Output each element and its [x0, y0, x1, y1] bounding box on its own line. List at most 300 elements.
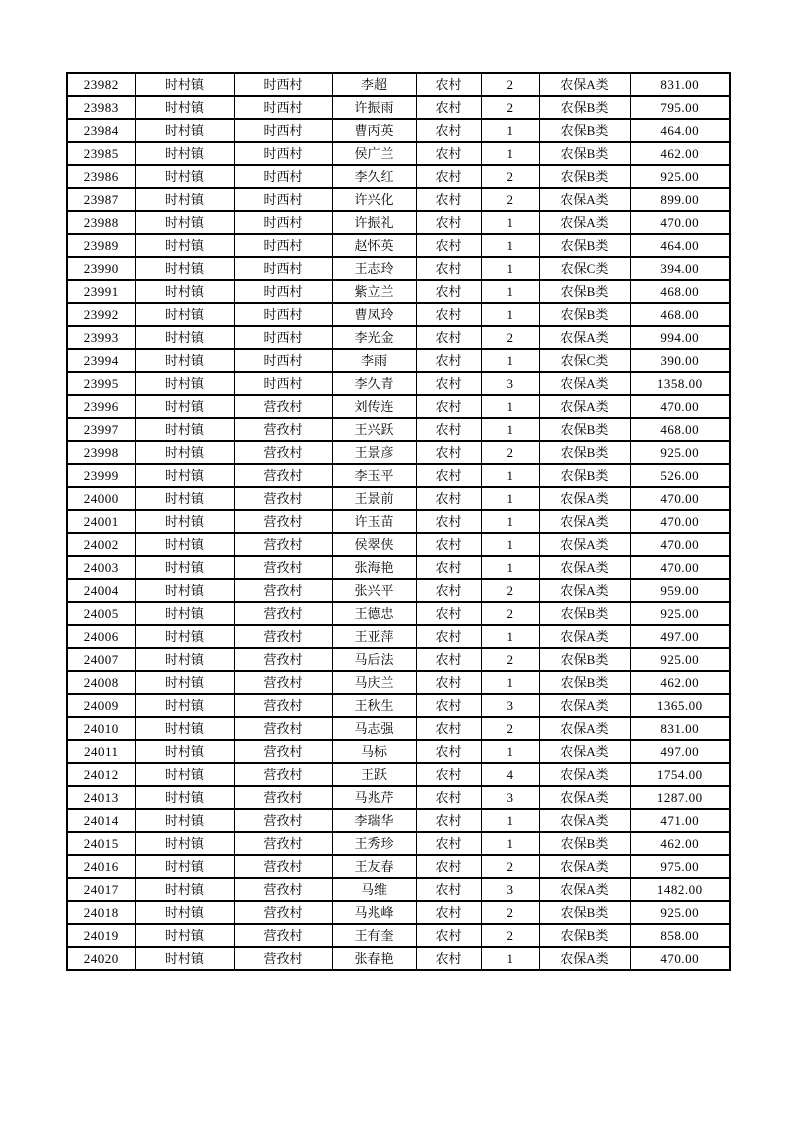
cell-town: 时村镇 [135, 326, 234, 349]
cell-residence-type: 农村 [416, 763, 481, 786]
cell-record-id: 23999 [67, 464, 135, 487]
table-row [67, 96, 730, 119]
cell-residence-type: 农村 [416, 119, 481, 142]
cell-household-count: 1 [481, 556, 539, 579]
cell-town: 时村镇 [135, 96, 234, 119]
cell-household-count: 4 [481, 763, 539, 786]
table-row [67, 464, 730, 487]
cell-amount: 994.00 [630, 326, 730, 349]
cell-town: 时村镇 [135, 303, 234, 326]
cell-town: 时村镇 [135, 809, 234, 832]
benefits-table [66, 72, 731, 971]
cell-person-name: 赵怀英 [332, 234, 416, 257]
cell-town: 时村镇 [135, 648, 234, 671]
table-row [67, 441, 730, 464]
cell-town: 时村镇 [135, 602, 234, 625]
cell-record-id: 24019 [67, 924, 135, 947]
table-row [67, 418, 730, 441]
cell-village: 营孜村 [234, 694, 332, 717]
cell-person-name: 王友春 [332, 855, 416, 878]
cell-amount: 925.00 [630, 901, 730, 924]
cell-town: 时村镇 [135, 280, 234, 303]
cell-person-name: 张兴平 [332, 579, 416, 602]
cell-residence-type: 农村 [416, 73, 481, 96]
cell-town: 时村镇 [135, 142, 234, 165]
cell-amount: 470.00 [630, 395, 730, 418]
cell-village: 营孜村 [234, 809, 332, 832]
cell-residence-type: 农村 [416, 648, 481, 671]
cell-residence-type: 农村 [416, 809, 481, 832]
cell-residence-type: 农村 [416, 142, 481, 165]
table-row [67, 326, 730, 349]
cell-town: 时村镇 [135, 786, 234, 809]
cell-village: 营孜村 [234, 648, 332, 671]
cell-person-name: 侯广兰 [332, 142, 416, 165]
cell-record-id: 24002 [67, 533, 135, 556]
cell-record-id: 23984 [67, 119, 135, 142]
cell-town: 时村镇 [135, 234, 234, 257]
cell-record-id: 23982 [67, 73, 135, 96]
cell-household-count: 2 [481, 441, 539, 464]
cell-amount: 471.00 [630, 809, 730, 832]
cell-town: 时村镇 [135, 671, 234, 694]
cell-record-id: 23990 [67, 257, 135, 280]
table-body [67, 73, 730, 970]
cell-household-count: 1 [481, 142, 539, 165]
cell-town: 时村镇 [135, 832, 234, 855]
cell-village: 营孜村 [234, 625, 332, 648]
cell-person-name: 李久青 [332, 372, 416, 395]
cell-household-count: 1 [481, 280, 539, 303]
cell-person-name: 王秋生 [332, 694, 416, 717]
cell-insurance-category: 农保A类 [539, 947, 630, 970]
cell-person-name: 王景彦 [332, 441, 416, 464]
cell-residence-type: 农村 [416, 510, 481, 533]
cell-record-id: 23993 [67, 326, 135, 349]
cell-amount: 497.00 [630, 740, 730, 763]
cell-residence-type: 农村 [416, 372, 481, 395]
cell-insurance-category: 农保B类 [539, 165, 630, 188]
cell-village: 营孜村 [234, 786, 332, 809]
cell-residence-type: 农村 [416, 947, 481, 970]
cell-record-id: 23998 [67, 441, 135, 464]
cell-town: 时村镇 [135, 188, 234, 211]
cell-record-id: 24009 [67, 694, 135, 717]
cell-village: 营孜村 [234, 510, 332, 533]
cell-household-count: 1 [481, 303, 539, 326]
cell-residence-type: 农村 [416, 395, 481, 418]
table-row [67, 901, 730, 924]
cell-residence-type: 农村 [416, 694, 481, 717]
cell-household-count: 2 [481, 326, 539, 349]
cell-person-name: 王有奎 [332, 924, 416, 947]
cell-record-id: 24008 [67, 671, 135, 694]
table-row [67, 809, 730, 832]
cell-amount: 497.00 [630, 625, 730, 648]
cell-town: 时村镇 [135, 694, 234, 717]
cell-household-count: 2 [481, 73, 539, 96]
cell-residence-type: 农村 [416, 671, 481, 694]
cell-person-name: 李光金 [332, 326, 416, 349]
table-row [67, 280, 730, 303]
cell-household-count: 2 [481, 602, 539, 625]
cell-village: 营孜村 [234, 947, 332, 970]
cell-household-count: 2 [481, 901, 539, 924]
table-row [67, 188, 730, 211]
cell-village: 营孜村 [234, 487, 332, 510]
cell-amount: 526.00 [630, 464, 730, 487]
table-row [67, 257, 730, 280]
cell-person-name: 马庆兰 [332, 671, 416, 694]
cell-residence-type: 农村 [416, 303, 481, 326]
cell-person-name: 王志玲 [332, 257, 416, 280]
table-row [67, 924, 730, 947]
cell-household-count: 2 [481, 855, 539, 878]
cell-town: 时村镇 [135, 395, 234, 418]
cell-town: 时村镇 [135, 855, 234, 878]
cell-insurance-category: 农保B类 [539, 648, 630, 671]
cell-town: 时村镇 [135, 947, 234, 970]
cell-record-id: 23988 [67, 211, 135, 234]
table-row [67, 234, 730, 257]
cell-household-count: 1 [481, 119, 539, 142]
cell-amount: 462.00 [630, 832, 730, 855]
cell-insurance-category: 农保B类 [539, 602, 630, 625]
cell-town: 时村镇 [135, 372, 234, 395]
cell-amount: 925.00 [630, 648, 730, 671]
cell-village: 时西村 [234, 234, 332, 257]
cell-record-id: 23996 [67, 395, 135, 418]
cell-insurance-category: 农保A类 [539, 395, 630, 418]
cell-amount: 925.00 [630, 441, 730, 464]
cell-record-id: 23989 [67, 234, 135, 257]
cell-amount: 468.00 [630, 418, 730, 441]
cell-insurance-category: 农保A类 [539, 878, 630, 901]
cell-insurance-category: 农保B类 [539, 441, 630, 464]
cell-household-count: 1 [481, 487, 539, 510]
cell-village: 营孜村 [234, 763, 332, 786]
cell-insurance-category: 农保B类 [539, 96, 630, 119]
cell-village: 营孜村 [234, 602, 332, 625]
cell-village: 时西村 [234, 73, 332, 96]
cell-record-id: 24015 [67, 832, 135, 855]
cell-town: 时村镇 [135, 579, 234, 602]
cell-residence-type: 农村 [416, 878, 481, 901]
cell-amount: 390.00 [630, 349, 730, 372]
cell-household-count: 2 [481, 579, 539, 602]
cell-village: 营孜村 [234, 901, 332, 924]
cell-insurance-category: 农保A类 [539, 694, 630, 717]
cell-amount: 468.00 [630, 303, 730, 326]
table-row [67, 211, 730, 234]
cell-village: 时西村 [234, 142, 332, 165]
cell-household-count: 3 [481, 372, 539, 395]
cell-person-name: 曹丙英 [332, 119, 416, 142]
cell-residence-type: 农村 [416, 786, 481, 809]
cell-village: 营孜村 [234, 717, 332, 740]
cell-amount: 462.00 [630, 671, 730, 694]
cell-person-name: 刘传连 [332, 395, 416, 418]
table-row [67, 855, 730, 878]
cell-person-name: 李瑞华 [332, 809, 416, 832]
cell-record-id: 23997 [67, 418, 135, 441]
cell-amount: 1482.00 [630, 878, 730, 901]
table-row [67, 625, 730, 648]
cell-record-id: 23991 [67, 280, 135, 303]
cell-residence-type: 农村 [416, 96, 481, 119]
cell-amount: 464.00 [630, 234, 730, 257]
cell-amount: 468.00 [630, 280, 730, 303]
cell-town: 时村镇 [135, 763, 234, 786]
cell-amount: 470.00 [630, 487, 730, 510]
cell-person-name: 李超 [332, 73, 416, 96]
cell-household-count: 3 [481, 786, 539, 809]
table-row [67, 947, 730, 970]
cell-town: 时村镇 [135, 878, 234, 901]
table-row [67, 349, 730, 372]
table-row [67, 717, 730, 740]
cell-amount: 1754.00 [630, 763, 730, 786]
cell-amount: 831.00 [630, 73, 730, 96]
cell-town: 时村镇 [135, 625, 234, 648]
table-row [67, 487, 730, 510]
cell-household-count: 1 [481, 947, 539, 970]
cell-residence-type: 农村 [416, 349, 481, 372]
cell-insurance-category: 农保A类 [539, 625, 630, 648]
cell-village: 营孜村 [234, 855, 332, 878]
cell-amount: 831.00 [630, 717, 730, 740]
cell-residence-type: 农村 [416, 211, 481, 234]
cell-person-name: 张海艳 [332, 556, 416, 579]
cell-record-id: 23992 [67, 303, 135, 326]
cell-insurance-category: 农保A类 [539, 510, 630, 533]
cell-record-id: 24010 [67, 717, 135, 740]
cell-household-count: 1 [481, 395, 539, 418]
cell-town: 时村镇 [135, 464, 234, 487]
cell-insurance-category: 农保A类 [539, 717, 630, 740]
cell-household-count: 1 [481, 211, 539, 234]
cell-insurance-category: 农保B类 [539, 464, 630, 487]
cell-person-name: 王景前 [332, 487, 416, 510]
table-row [67, 142, 730, 165]
cell-insurance-category: 农保B类 [539, 234, 630, 257]
cell-village: 营孜村 [234, 671, 332, 694]
cell-residence-type: 农村 [416, 487, 481, 510]
cell-person-name: 王德忠 [332, 602, 416, 625]
cell-village: 时西村 [234, 119, 332, 142]
table-row [67, 648, 730, 671]
cell-residence-type: 农村 [416, 165, 481, 188]
cell-town: 时村镇 [135, 510, 234, 533]
cell-person-name: 王跃 [332, 763, 416, 786]
cell-amount: 1365.00 [630, 694, 730, 717]
table-row [67, 533, 730, 556]
cell-amount: 470.00 [630, 510, 730, 533]
cell-village: 营孜村 [234, 740, 332, 763]
cell-residence-type: 农村 [416, 901, 481, 924]
cell-residence-type: 农村 [416, 579, 481, 602]
cell-household-count: 1 [481, 625, 539, 648]
cell-village: 营孜村 [234, 924, 332, 947]
cell-village: 时西村 [234, 280, 332, 303]
cell-record-id: 24000 [67, 487, 135, 510]
cell-record-id: 24005 [67, 602, 135, 625]
cell-residence-type: 农村 [416, 441, 481, 464]
cell-town: 时村镇 [135, 487, 234, 510]
cell-insurance-category: 农保A类 [539, 740, 630, 763]
cell-household-count: 3 [481, 878, 539, 901]
cell-village: 营孜村 [234, 441, 332, 464]
cell-household-count: 3 [481, 694, 539, 717]
table-row [67, 119, 730, 142]
cell-household-count: 2 [481, 96, 539, 119]
cell-household-count: 2 [481, 717, 539, 740]
cell-insurance-category: 农保B类 [539, 671, 630, 694]
cell-insurance-category: 农保A类 [539, 188, 630, 211]
cell-insurance-category: 农保B类 [539, 418, 630, 441]
cell-household-count: 1 [481, 418, 539, 441]
cell-person-name: 李雨 [332, 349, 416, 372]
cell-insurance-category: 农保B类 [539, 832, 630, 855]
cell-insurance-category: 农保B类 [539, 142, 630, 165]
cell-village: 时西村 [234, 165, 332, 188]
cell-person-name: 侯翠侠 [332, 533, 416, 556]
cell-residence-type: 农村 [416, 188, 481, 211]
cell-insurance-category: 农保A类 [539, 556, 630, 579]
cell-record-id: 23995 [67, 372, 135, 395]
table-row [67, 740, 730, 763]
cell-household-count: 2 [481, 188, 539, 211]
cell-village: 营孜村 [234, 832, 332, 855]
cell-amount: 470.00 [630, 533, 730, 556]
cell-residence-type: 农村 [416, 257, 481, 280]
cell-record-id: 24001 [67, 510, 135, 533]
cell-record-id: 24014 [67, 809, 135, 832]
cell-insurance-category: 农保A类 [539, 763, 630, 786]
cell-village: 营孜村 [234, 556, 332, 579]
cell-village: 营孜村 [234, 464, 332, 487]
cell-insurance-category: 农保A类 [539, 809, 630, 832]
cell-insurance-category: 农保A类 [539, 372, 630, 395]
cell-insurance-category: 农保A类 [539, 73, 630, 96]
cell-amount: 1287.00 [630, 786, 730, 809]
table-row [67, 303, 730, 326]
cell-insurance-category: 农保B类 [539, 901, 630, 924]
cell-town: 时村镇 [135, 211, 234, 234]
cell-residence-type: 农村 [416, 625, 481, 648]
cell-insurance-category: 农保C类 [539, 349, 630, 372]
cell-residence-type: 农村 [416, 280, 481, 303]
table-row [67, 763, 730, 786]
cell-residence-type: 农村 [416, 740, 481, 763]
cell-residence-type: 农村 [416, 234, 481, 257]
cell-village: 营孜村 [234, 533, 332, 556]
cell-amount: 462.00 [630, 142, 730, 165]
cell-amount: 925.00 [630, 165, 730, 188]
cell-record-id: 24012 [67, 763, 135, 786]
cell-insurance-category: 农保B类 [539, 303, 630, 326]
cell-household-count: 1 [481, 533, 539, 556]
cell-household-count: 1 [481, 671, 539, 694]
cell-amount: 470.00 [630, 211, 730, 234]
table-row [67, 395, 730, 418]
cell-person-name: 王亚萍 [332, 625, 416, 648]
cell-record-id: 24006 [67, 625, 135, 648]
table-row [67, 602, 730, 625]
cell-person-name: 马兆峰 [332, 901, 416, 924]
cell-person-name: 李久红 [332, 165, 416, 188]
table-row [67, 694, 730, 717]
cell-household-count: 2 [481, 924, 539, 947]
cell-person-name: 马后法 [332, 648, 416, 671]
cell-household-count: 2 [481, 648, 539, 671]
cell-amount: 925.00 [630, 602, 730, 625]
cell-village: 时西村 [234, 303, 332, 326]
cell-amount: 464.00 [630, 119, 730, 142]
cell-record-id: 23985 [67, 142, 135, 165]
cell-insurance-category: 农保A类 [539, 326, 630, 349]
cell-person-name: 许兴化 [332, 188, 416, 211]
cell-residence-type: 农村 [416, 326, 481, 349]
cell-person-name: 曹凤玲 [332, 303, 416, 326]
cell-town: 时村镇 [135, 257, 234, 280]
cell-residence-type: 农村 [416, 464, 481, 487]
cell-record-id: 24016 [67, 855, 135, 878]
cell-person-name: 王秀珍 [332, 832, 416, 855]
cell-town: 时村镇 [135, 717, 234, 740]
cell-amount: 975.00 [630, 855, 730, 878]
cell-town: 时村镇 [135, 73, 234, 96]
cell-record-id: 24017 [67, 878, 135, 901]
cell-household-count: 1 [481, 349, 539, 372]
cell-insurance-category: 农保B类 [539, 119, 630, 142]
cell-record-id: 24011 [67, 740, 135, 763]
cell-person-name: 马维 [332, 878, 416, 901]
cell-village: 时西村 [234, 257, 332, 280]
cell-residence-type: 农村 [416, 602, 481, 625]
cell-residence-type: 农村 [416, 855, 481, 878]
cell-insurance-category: 农保C类 [539, 257, 630, 280]
cell-town: 时村镇 [135, 418, 234, 441]
table-row [67, 786, 730, 809]
cell-village: 营孜村 [234, 418, 332, 441]
cell-household-count: 1 [481, 464, 539, 487]
cell-record-id: 23987 [67, 188, 135, 211]
cell-village: 时西村 [234, 326, 332, 349]
cell-person-name: 马标 [332, 740, 416, 763]
cell-record-id: 23986 [67, 165, 135, 188]
cell-town: 时村镇 [135, 349, 234, 372]
table-row [67, 510, 730, 533]
table-row [67, 878, 730, 901]
cell-residence-type: 农村 [416, 717, 481, 740]
cell-insurance-category: 农保A类 [539, 533, 630, 556]
cell-amount: 959.00 [630, 579, 730, 602]
cell-record-id: 24013 [67, 786, 135, 809]
table-row [67, 165, 730, 188]
table-row [67, 372, 730, 395]
cell-town: 时村镇 [135, 533, 234, 556]
cell-record-id: 24018 [67, 901, 135, 924]
cell-household-count: 2 [481, 165, 539, 188]
cell-town: 时村镇 [135, 556, 234, 579]
table-row [67, 556, 730, 579]
cell-insurance-category: 农保A类 [539, 487, 630, 510]
cell-amount: 470.00 [630, 556, 730, 579]
cell-residence-type: 农村 [416, 556, 481, 579]
cell-village: 营孜村 [234, 395, 332, 418]
cell-person-name: 张春艳 [332, 947, 416, 970]
